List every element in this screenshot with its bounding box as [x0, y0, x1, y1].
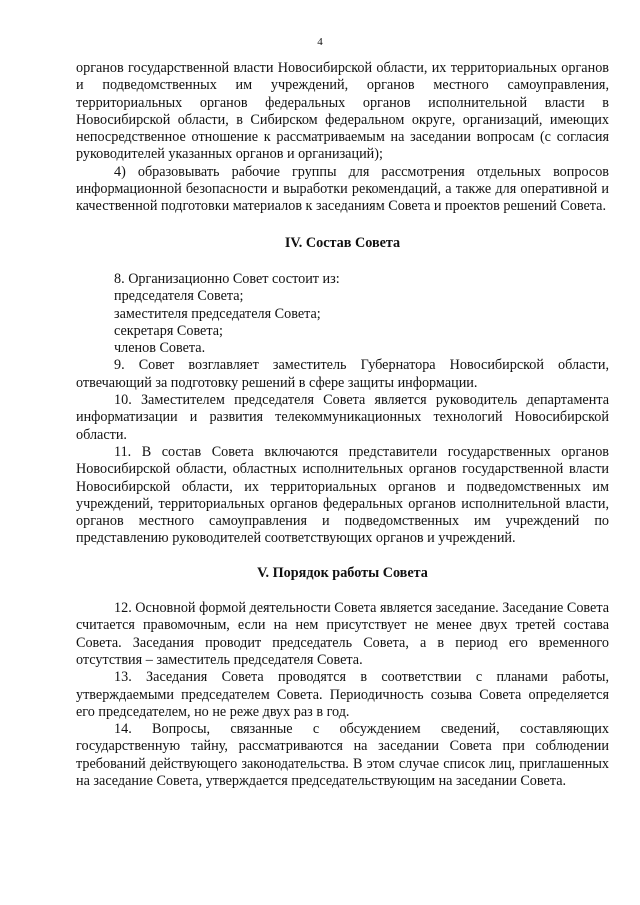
paragraph-item-12: 12. Основной формой деятельности Совета является заседание. Заседание Совета считается правомочным, если на нем присутствует не менее двух третей состава Совета. Заседания проводит председатель Совета, а в период его временного отсутствия – заместитель председателя Совета.	[76, 600, 609, 668]
paragraph-item-11: 11. В состав Совета включаются представители государственных органов Новосибирской области, областных исполнительных органов государственной власти Новосибирской области, их территориальных органов и подведомственных им учреждений, территориальных органов федеральных органов исполнительной власти, органов местного самоуправления и подведомственных им учреждений по представлению руководителей соответствующих органов и учреждений.	[76, 443, 609, 547]
page-number: 4	[317, 36, 323, 48]
paragraph-item-9: 9. Совет возглавляет заместитель Губернатора Новосибирской области, отвечающий за подготовку решений в сфере защиты информации.	[76, 357, 609, 391]
paragraph-continuation: органов государственной власти Новосибирской области, их территориальных органов и подведомственных им учреждений, органов местного самоуправления, территориальных органов федеральных органов исполнительной власти в Новосибирской области, в Сибирском федеральном округе, организаций, имеющих непосредственное отношение к рассматриваемым на заседании вопросам (с согласия руководителей указанных органов и организаций);	[76, 60, 609, 163]
member-list-item: председателя Совета;	[114, 288, 244, 305]
paragraph-item-14: 14. Вопросы, связанные с обсуждением сведений, составляющих государственную тайну, рассматриваются на заседании Совета при соблюдении требований действующего законодательства. В этом случае список лиц, приглашенных на заседание Совета, утверждается председательствующим на заседании Совета.	[76, 721, 609, 789]
document-body	[76, 60, 609, 790]
member-list-item: членов Совета.	[114, 340, 206, 357]
paragraph-item-10: 10. Заместителем председателя Совета является руководитель департамента информатизации и развития телекоммуникационных технологий Новосибирской области.	[76, 392, 609, 443]
member-list-item: заместителя председателя Совета;	[114, 305, 321, 322]
member-list-item: секретаря Совета;	[114, 322, 223, 339]
paragraph-item-4: 4) образовывать рабочие группы для рассмотрения отдельных вопросов информационной безопасности и выработки рекомендаций, а также для оперативной и качественной подготовки материалов к заседаниям Совета и проектов решений Совета.	[76, 163, 609, 215]
paragraph-item-13: 13. Заседания Совета проводятся в соответствии с планами работы, утверждаемыми председателем Совета. Периодичность созыва Совета определяется его председателем, но не реже двух раз в год.	[76, 669, 609, 720]
section-heading-composition: IV. Состав Совета	[284, 234, 401, 251]
section-heading-procedure: V. Порядок работы Совета	[257, 564, 428, 581]
paragraph-item-8: 8. Организационно Совет состоит из:	[114, 270, 340, 287]
